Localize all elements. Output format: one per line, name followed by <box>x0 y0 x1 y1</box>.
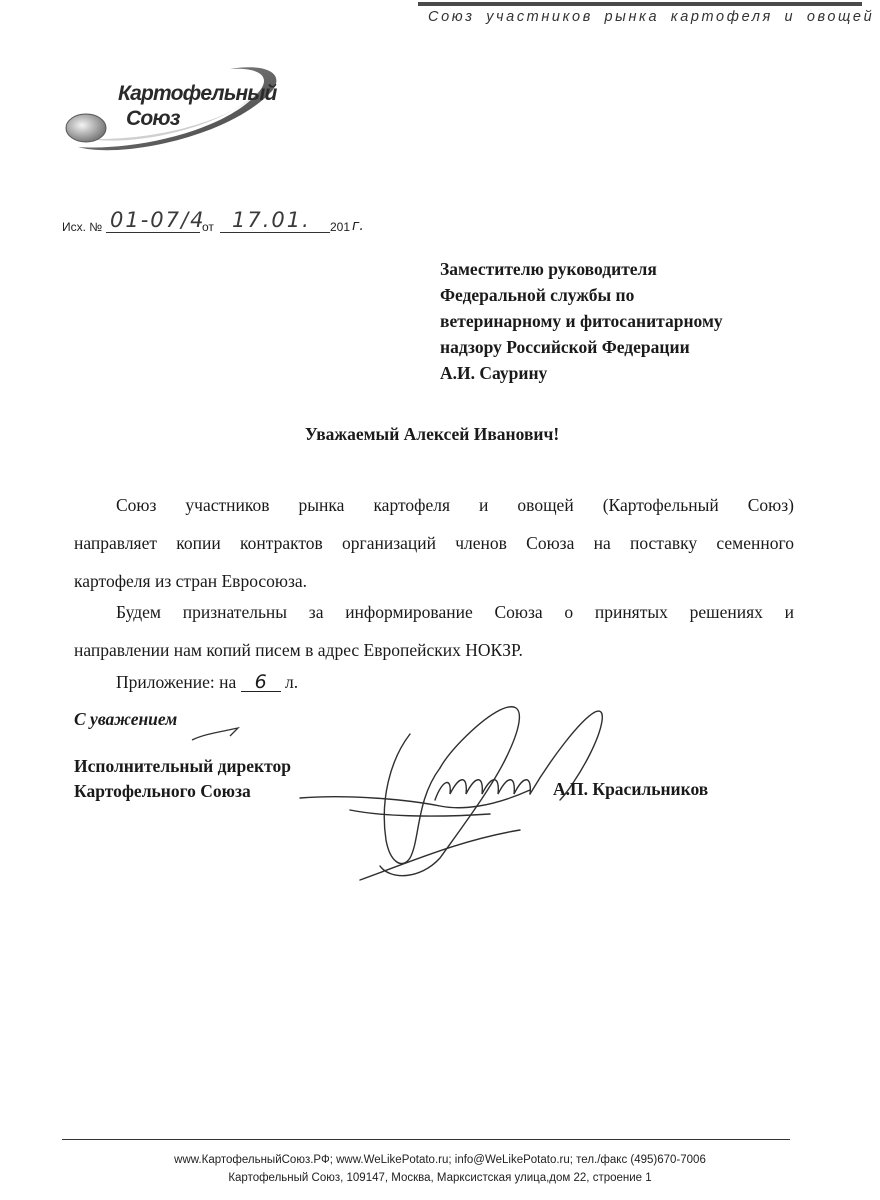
salutation <box>0 424 880 445</box>
body-paragraph-2 <box>74 593 794 669</box>
attachment-label: Приложение: на <box>116 672 237 692</box>
logo <box>60 55 300 165</box>
organization-tagline: Союз участников рынка картофеля и овощей <box>428 9 875 25</box>
footer-contacts: www.КартофельныйСоюз.РФ; www.WeLikePotato.ru; info@WeLikePotato.ru; тел./факс (495)670-7006 <box>174 1154 706 1166</box>
addressee-block <box>440 256 840 386</box>
paragraph-2-line-1: Будем признательны за информирование Союза о принятых решениях и <box>116 602 794 622</box>
logo-text-line2: Союз <box>126 107 180 130</box>
attachment-unit: л. <box>285 672 299 692</box>
ref-number-underline <box>106 232 200 233</box>
logo-swoosh-icon <box>60 55 300 165</box>
ref-year-suffix: г. <box>352 218 364 234</box>
attachment-count: 6 <box>241 673 281 692</box>
logo-text-line1: Картофельный <box>118 82 277 105</box>
paragraph-2-line-2: направлении нам копий писем в адрес Европейских НОКЗР. <box>74 640 523 660</box>
ref-year-prefix: 201 <box>330 220 351 234</box>
addressee-line: ветеринарному и фитосанитарному <box>440 311 723 331</box>
paragraph-1-line-2: направляет копии контрактов организаций членов Союза на поставку семенного <box>74 533 794 553</box>
ref-number-label: Исх. № <box>62 220 103 234</box>
handwritten-mark-icon <box>190 722 250 744</box>
body-paragraph-1 <box>74 486 794 600</box>
signer-position <box>74 754 291 804</box>
top-rule <box>418 2 862 6</box>
salutation-text: Уважаемый Алексей Иванович! <box>304 424 560 444</box>
signer-name: А.П. Красильников <box>553 779 709 799</box>
addressee-line: Заместителю руководителя <box>440 259 657 279</box>
position-line-1: Исполнительный директор <box>74 756 291 776</box>
addressee-line: надзору Российской Федерации <box>440 337 690 357</box>
outgoing-reference <box>62 208 382 238</box>
addressee-line: А.И. Саурину <box>440 363 548 383</box>
ref-date-value: 17.01. <box>232 208 311 232</box>
ref-date-label: от <box>202 220 214 234</box>
paragraph-1-line-1: Союз участников рынка картофеля и овощей (Картофельный Союз) <box>116 495 794 515</box>
footer-rule <box>62 1139 790 1140</box>
position-line-2: Картофельного Союза <box>74 781 251 801</box>
footer-address: Картофельный Союз, 109147, Москва, Марксистская улица,дом 22, строение 1 <box>228 1172 652 1184</box>
attachment-line <box>116 672 298 693</box>
closing-regards: С уважением <box>74 709 178 729</box>
paragraph-1-line-3: картофеля из стран Евросоюза. <box>74 571 308 591</box>
ref-date-underline <box>220 232 330 233</box>
addressee-line: Федеральной службы по <box>440 285 635 305</box>
ref-number-value: 01-07/4 <box>110 208 206 232</box>
